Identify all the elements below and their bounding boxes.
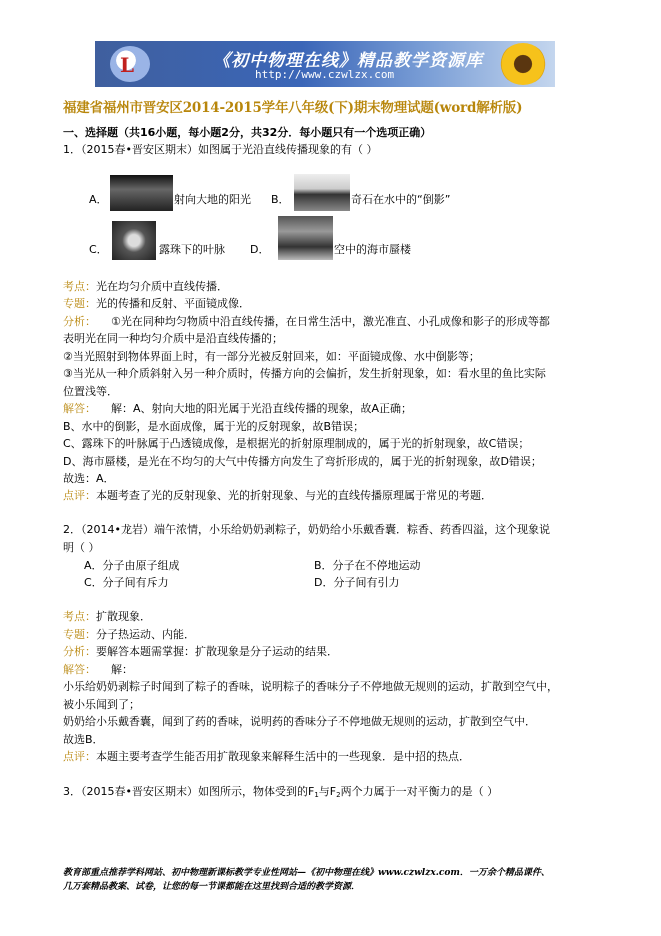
q1-dianping: 本题考查了光的反射现象、光的折射现象、与光的直线传播原理属于常见的考题． [96, 489, 492, 502]
sunflower-icon [500, 43, 546, 85]
sunlight-photo [110, 175, 173, 211]
q2-stem-cont: 明（ ） [63, 541, 100, 554]
q2-fenxi-label: 分析： [63, 645, 96, 658]
q1-option-d-letter: D． [250, 243, 270, 256]
q2-option-d: D．分子间有引力 [314, 576, 400, 589]
mirage-photo [278, 216, 333, 260]
site-banner [95, 41, 555, 87]
q1-option-b-letter: B． [271, 193, 290, 206]
q2-jieda-line: 小乐给奶奶剥粽子时闻到了粽子的香味，说明粽子的香味分子不停地做无规则的运动，扩散到空气中， [63, 680, 558, 693]
q1-zhuanti-label: 专题： [63, 297, 96, 310]
q2-dianping: 本题主要考查学生能否用扩散现象来解释生活中的一些现象．是中招的热点． [96, 750, 470, 763]
q1-fenxi-line: 表明光在同一种均匀介质中是沿直线传播的； [63, 332, 283, 345]
dewdrop-leaf-photo [112, 221, 156, 260]
q2-zhuanti: 分子热运动、内能． [96, 628, 195, 641]
q3-stem: 3．（2015春•晋安区期末）如图所示，物体受到的$F_1$与$F_2$两个力属于一对平衡力的是（ ） [63, 785, 499, 799]
q2-kaodian: 扩散现象． [96, 610, 151, 623]
q2-jieda-line: 奶奶给小乐戴香囊，闻到了药的香味，说明药的香味分子不停地做无规则的运动，扩散到空气中． [63, 715, 536, 728]
q1-jieda-line: 解：A、射向大地的阳光属于光沿直线传播的现象，故A正确； [111, 402, 413, 415]
q2-jieda-label: 解答： [63, 663, 96, 676]
q2-option-b: B．分子在不停地运动 [314, 559, 421, 572]
footer-line-1: 教育部重点推荐学科网站、初中物理新课标教学专业性网站—《初中物理在线》www.czwlzx.com．一万余个精品课件、 [63, 868, 550, 878]
q1-option-b-text: 奇石在水中的“倒影” [351, 193, 451, 206]
q2-jieda-line: 被小乐闻到了； [63, 698, 140, 711]
q1-jieda-label: 解答： [63, 402, 96, 415]
q1-zhuanti: 光的传播和反射、平面镜成像． [96, 297, 250, 310]
q2-option-c: C．分子间有斥力 [84, 576, 169, 589]
q1-jieda-line: C、露珠下的叶脉属于凸透镜成像，是根据光的折射原理制成的，属于光的折射现象，故C错误； [63, 437, 530, 450]
q1-jieda-line: B、水中的倒影，是水面成像，属于光的反射现象，故B错误； [63, 420, 365, 433]
q2-kaodian-label: 考点： [63, 610, 96, 623]
q1-stem: 1．（2015春•晋安区期末）如图属于光沿直线传播现象的有（ ） [63, 143, 378, 156]
q1-option-a-letter: A． [89, 193, 108, 206]
rock-reflection-photo [294, 174, 350, 211]
q1-fenxi-line: ②当光照射到物体界面上时，有一部分光被反射回来，如：平面镜成像、水中倒影等； [63, 350, 480, 363]
q1-jieda-line: D、海市蜃楼，是光在不均匀的大气中传播方向发生了弯折形成的，属于光的折射现象，故D错误； [63, 455, 542, 468]
q2-jieda-head: 解： [111, 663, 133, 676]
q1-fenxi-line: 位置浅等． [63, 385, 118, 398]
q2-dianping-label: 点评： [63, 750, 96, 763]
q1-kaodian: 光在均匀介质中直线传播． [96, 280, 228, 293]
footer-line-2: 几万套精品教案、试卷，让您的每一节课都能在这里找到合适的教学资源． [63, 882, 361, 892]
document-title: 福建省福州市晋安区2014-2015学年八年级(下)期末物理试题(word解析版) [63, 100, 523, 116]
q1-option-c-letter: C． [89, 243, 108, 256]
logo-icon: L [110, 46, 150, 82]
q1-fenxi-line: ③当光从一种介质斜射入另一种介质时，传播方向的会偏折，发生折射现象，如：看水里的鱼比实际 [63, 367, 546, 380]
q1-kaodian-label: 考点： [63, 280, 96, 293]
q1-fenxi-label: 分析： [63, 315, 96, 328]
q1-option-c-text: 露珠下的叶脉 [159, 243, 225, 256]
q2-stem: 2．（2014•龙岩）端午浓情，小乐给奶奶剥粽子，奶奶给小乐戴香囊．粽香、药香四溢，这个现象说 [63, 523, 550, 536]
q1-fenxi-line: ①光在同种均匀物质中沿直线传播，在日常生活中，激光准直、小孔成像和影子的形成等都 [111, 315, 550, 328]
section-heading: 一、选择题（共16小题，每小题2分，共32分．每小题只有一个选项正确） [63, 126, 432, 139]
q1-jieda-line: 故选：A． [63, 472, 115, 485]
q2-zhuanti-label: 专题： [63, 628, 96, 641]
q2-option-a: A．分子由原子组成 [84, 559, 180, 572]
q1-option-a-text: 射向大地的阳光 [174, 193, 251, 206]
q2-jieda-line: 故选B． [63, 733, 104, 746]
q2-fenxi: 要解答本题需掌握：扩散现象是分子运动的结果． [96, 645, 338, 658]
q1-dianping-label: 点评： [63, 489, 96, 502]
banner-url: http://www.czwlzx.com [255, 68, 395, 81]
banner-title: 《初中物理在线》精品教学资源库 [213, 51, 483, 71]
q1-option-d-text: 空中的海市蜃楼 [334, 243, 411, 256]
